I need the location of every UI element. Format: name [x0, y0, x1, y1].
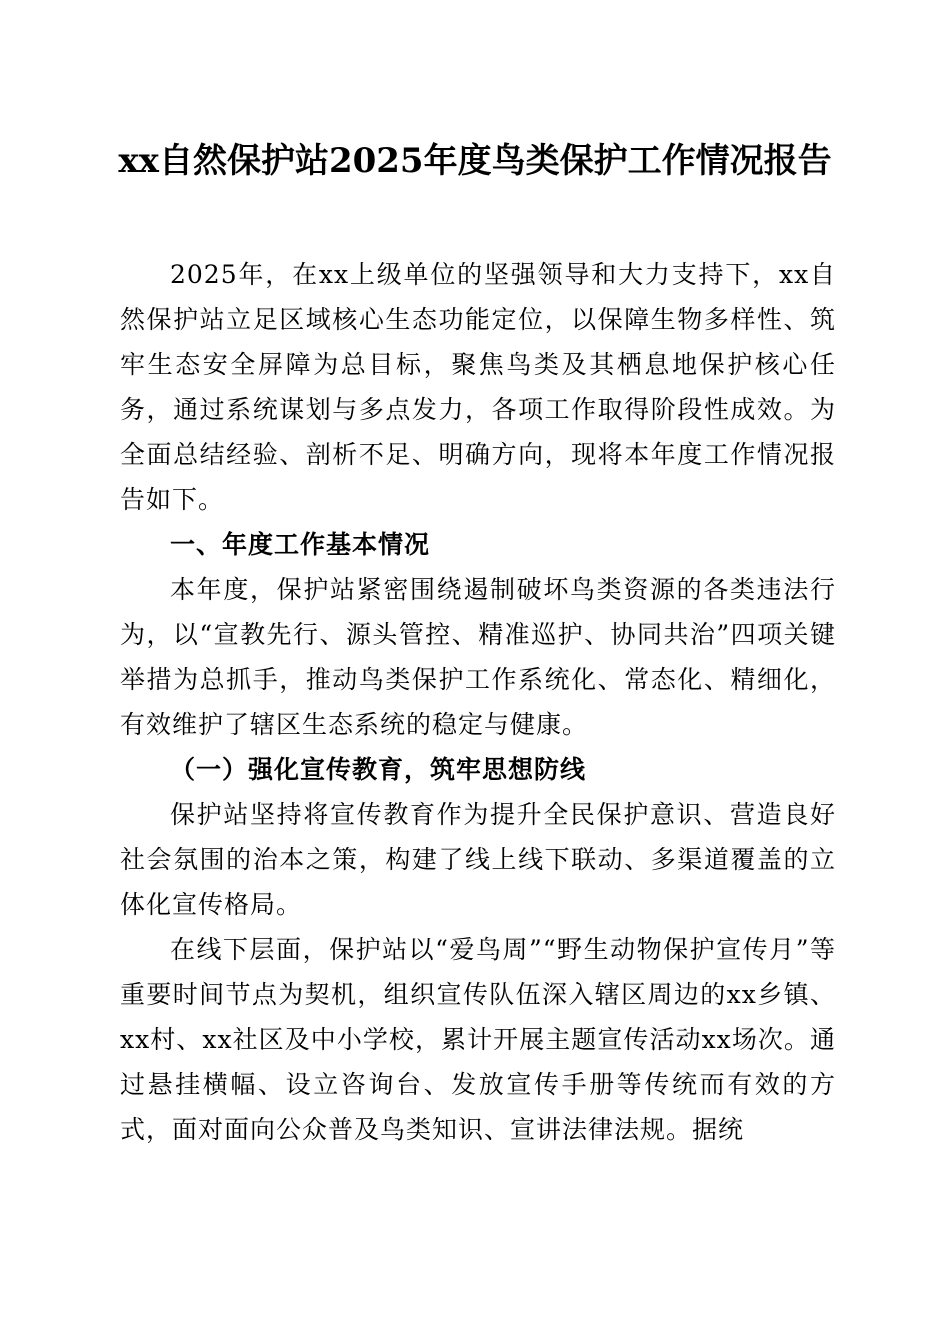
section-heading-1: 一、年度工作基本情况	[170, 530, 431, 559]
subsection-1-paragraph-1: 保护站坚持将宣传教育作为提升全民保护意识、营造良好社会氛围的治本之策，构建了线上线下联动、多渠道覆盖的立体化宣传格局。	[120, 800, 836, 919]
document-body	[120, 252, 836, 1152]
document-title: xx自然保护站2025年度鸟类保护工作情况报告	[118, 141, 832, 181]
subsection-heading-1: （一）强化宣传教育，筑牢思想防线	[170, 755, 587, 784]
section-1-paragraph: 本年度，保护站紧密围绕遏制破坏鸟类资源的各类违法行为，以“宣教先行、源头管控、精准巡护、协同共治”四项关键举措为总抓手，推动鸟类保护工作系统化、常态化、精细化，有效维护了辖区生态系统的稳定与健康。	[120, 575, 836, 739]
subsection-1-paragraph-2: 在线下层面，保护站以“爱鸟周”“野生动物保护宣传月”等重要时间节点为契机，组织宣传队伍深入辖区周边的xx乡镇、xx村、xx社区及中小学校，累计开展主题宣传活动xx场次。通过悬挂横幅、设立咨询台、发放宣传手册等传统而有效的方式，面对面向公众普及鸟类知识、宣讲法律法规。据统	[120, 935, 836, 1144]
intro-paragraph: 2025年，在xx上级单位的坚强领导和大力支持下，xx自然保护站立足区域核心生态功能定位，以保障生物多样性、筑牢生态安全屏障为总目标，聚焦鸟类及其栖息地保护核心任务，通过系统谋划与多点发力，各项工作取得阶段性成效。为全面总结经验、剖析不足、明确方向，现将本年度工作情况报告如下。	[120, 260, 836, 514]
